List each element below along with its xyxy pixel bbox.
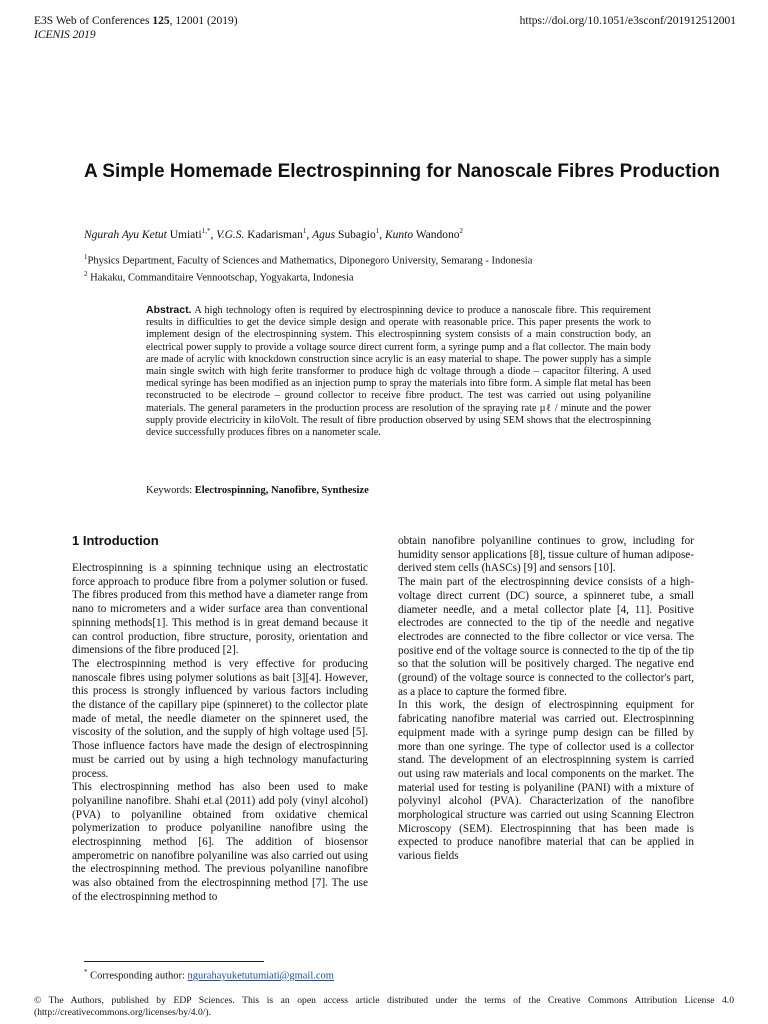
paragraph: Electrospinning is a spinning technique using an electrostatic force approach to produce fibre from a polymer solution or fused. The fibres produced from this method have a diameter range from nano to micrometers and a wider surface area than conventional spinning methods[1]. This method is in great demand because it can control production, fibre structure, porosity, orientation and dimensions of the fibre produced [2]. xyxy=(72,562,368,657)
license-notice: © The Authors, published by EDP Sciences. This is an open access article distributed under the terms of the Creative Commons Attribution License 4.0 (http://creativecommons.org/licenses/by/4.0/). xyxy=(34,995,734,1018)
conference-name: E3S Web of Conferences 125, 12001 (2019) xyxy=(34,15,238,27)
paragraph: This electrospinning method has also been used to make polyaniline nanofibre. Shahi et.al (2011) add poly (vinyl alcohol) (PVA) to polyaniline obtained from oxidative chemical polymerization to produce polyaniline nanofibre using the electrospinning method [6]. The addition of biosensor amperometric on nanofibre polyaniline was also carried out using the electrospinning method. The previous polyaniline nanofibre was also obtained from the electrospinning method [7]. The use of the electrospinning method to xyxy=(72,781,368,903)
paragraph: obtain nanofibre polyaniline continues to grow, including for humidity sensor applications [8], tissue culture of human adipose-derived stem cells (hASCs) [9] and sensors [10]. xyxy=(398,535,694,575)
abstract-text: A high technology often is required by electrospinning device to produce a nanoscale fibre. This requirement results in difficulties to get the device simple design and operate with reasonable price. This paper presents the work to implement design of the electrospinning system. This electrospinning system consists of a main construction body, an electrical power supply to provide a voltage source direct current form, a syringe pump and a flat collector. The main body are made of acrylic with knockdown construction since acrylic is an easy material to shape. The power supply has a simple main single switch with high ferite transformer to produce high dc voltage through a diode – capacitor filtering. A used medical syringe has been modified as an injection pump to spray the materials into fibre form. A simple flat metal has been reconstructed to be electrode – ground collector to receive fibre product. The test was carried out using polyaniline materials. The general parameters in the production process are resolution of the spraying rate µℓ / minute and the power supply provide electricity in kiloVolt. The result of fibre production observed by using SEM shows that the electrospinning device successfully produces fibres on a nanometer scale. xyxy=(146,305,651,439)
keywords: Keywords: Electrospinning, Nanofibre, Synthesize xyxy=(146,485,369,496)
author-list: Ngurah Ayu Ketut Umiati$^{1,*}$, V.G.S. Kadarisman$^1$, Agus Subagio$^1$, Kunto Wandono$^2$ xyxy=(84,227,464,241)
author: Kunto Wandono$^2$ xyxy=(384,227,464,241)
paragraph: The electrospinning method is very effective for producing nanoscale fibres using polymer solutions as bait [3][4]. However, this process is strongly influenced by various factors including the distance of the capillary pipe (spinneret) to the collector plate made of metal, the needle diameter on the spinneret used, the viscosity of the solution, and the supply of high voltage used [5]. Those influence factors have made the design of electrospinning must be carried out by using a high technology manufacturing process. xyxy=(72,657,368,780)
author: V.G.S. Kadarisman$^1$ xyxy=(216,227,307,241)
volume-number: 125 xyxy=(152,15,170,27)
affiliation: $^1$Physics Department, Faculty of Sciences and Mathematics, Diponegoro University, Semarang - Indonesia xyxy=(84,253,533,267)
conference-subtitle: ICENIS 2019 xyxy=(34,29,96,41)
abstract xyxy=(146,304,651,439)
email-link[interactable]: ngurahayuketutumiati@gmail.com xyxy=(187,970,334,982)
paragraph: The main part of the electrospinning device consists of a high-voltage direct current (DC) source, a spinneret tube, a small diameter needle, and a metal collector plate [4, 11]. Positive electrodes are connected to the tip of the needle and negative electrodes are connected to the fibre collector or vice versa. The positive end of the voltage source is connected to the tip of the tip so that the solution will be positively charged. The negative end (ground) of the voltage source is connected to the collector's part, as a place to capture the formed fibre. xyxy=(398,576,694,698)
doi-link[interactable]: https://doi.org/10.1051/e3sconf/201912512001 xyxy=(519,15,736,27)
body-column-left xyxy=(72,562,368,905)
author: Ngurah Ayu Ketut Umiati$^{1,*}$ xyxy=(84,227,211,241)
body-column-right xyxy=(398,535,694,864)
keyword-values: Electrospinning, Nanofibre, Synthesize xyxy=(194,485,369,496)
paragraph: In this work, the design of electrospinning equipment for fabricating nanofibre material was carried out. Electrospinning equipment made with a syringe pump design can be filled by more than one syringe. The type of collector used is a collector stand. The development of an electrospinning system is carried out using raw materials and local components on the market. The material used for testing is polyaniline (PANI) with a mixture of polyvinyl alcohol (PVA). Characterization of the nanofibre morphological structure was carried out using Scanning Electron Microscopy (SEM). Electrospinning that has been made is expected to produce nanofibre material that can be applied in various fields xyxy=(398,699,694,863)
footnote: * Corresponding author: ngurahayuketutumiati@gmail.com xyxy=(84,968,334,982)
footnote-rule xyxy=(84,961,264,962)
affiliation: $^2$ Hakaku, Commanditaire Vennootschap, Yogyakarta, Indonesia xyxy=(84,269,354,283)
author: Agus Subagio$^1$ xyxy=(312,227,380,241)
paper-title: A Simple Homemade Electrospinning for Nanoscale Fibres Production xyxy=(84,161,720,182)
abstract-label: Abstract. xyxy=(146,304,192,316)
section-heading: 1 Introduction xyxy=(72,533,159,548)
running-header-left xyxy=(34,14,238,42)
affiliations xyxy=(84,251,532,284)
